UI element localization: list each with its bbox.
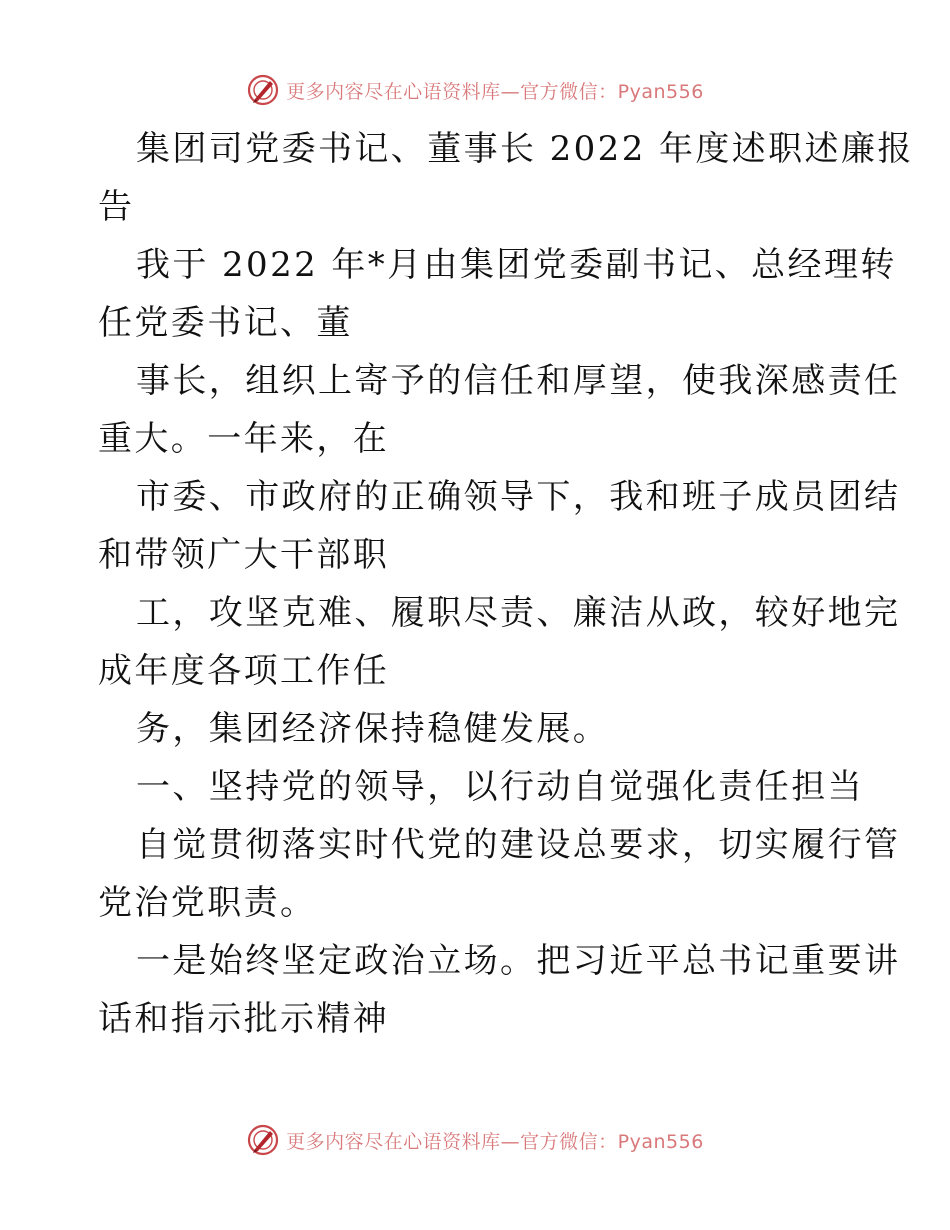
text-line: 一、坚持党的领导，以行动自觉强化责任担当 bbox=[136, 767, 864, 807]
text-line: 市委、市政府的正确领导下，我和班子成员团结 bbox=[136, 477, 901, 517]
pen-logo-icon bbox=[246, 1123, 280, 1157]
text-line: 集团司党委书记、董事长 2022 年度述职述廉报 bbox=[136, 129, 914, 169]
text-line: 和带领广大干部职 bbox=[98, 535, 390, 575]
document-body bbox=[98, 120, 914, 1048]
text-line: 重大。一年来，在 bbox=[98, 419, 390, 459]
watermark-text: 更多内容尽在心语资料库—官方微信：Pyan556 bbox=[286, 1130, 704, 1153]
watermark-text: 更多内容尽在心语资料库—官方微信：Pyan556 bbox=[286, 80, 704, 103]
text-line: 话和指示批示精神 bbox=[98, 999, 390, 1039]
text-line: 务，集团经济保持稳健发展。 bbox=[136, 709, 610, 749]
text-line: 一是始终坚定政治立场。把习近平总书记重要讲 bbox=[136, 941, 901, 981]
text-line: 任党委书记、董 bbox=[98, 303, 353, 343]
text-line: 我于 2022 年*月由集团党委副书记、总经理转 bbox=[136, 245, 897, 285]
text-line: 自觉贯彻落实时代党的建设总要求，切实履行管 bbox=[136, 825, 901, 865]
pen-logo-icon bbox=[246, 73, 280, 107]
text-line: 成年度各项工作任 bbox=[98, 651, 390, 691]
text-line: 事长，组织上寄予的信任和厚望，使我深感责任 bbox=[136, 361, 901, 401]
text-line: 工，攻坚克难、履职尽责、廉洁从政，较好地完 bbox=[136, 593, 901, 633]
header-watermark bbox=[0, 70, 950, 110]
footer-watermark bbox=[0, 1120, 950, 1160]
text-line: 告 bbox=[98, 187, 135, 227]
text-line: 党治党职责。 bbox=[98, 883, 317, 923]
